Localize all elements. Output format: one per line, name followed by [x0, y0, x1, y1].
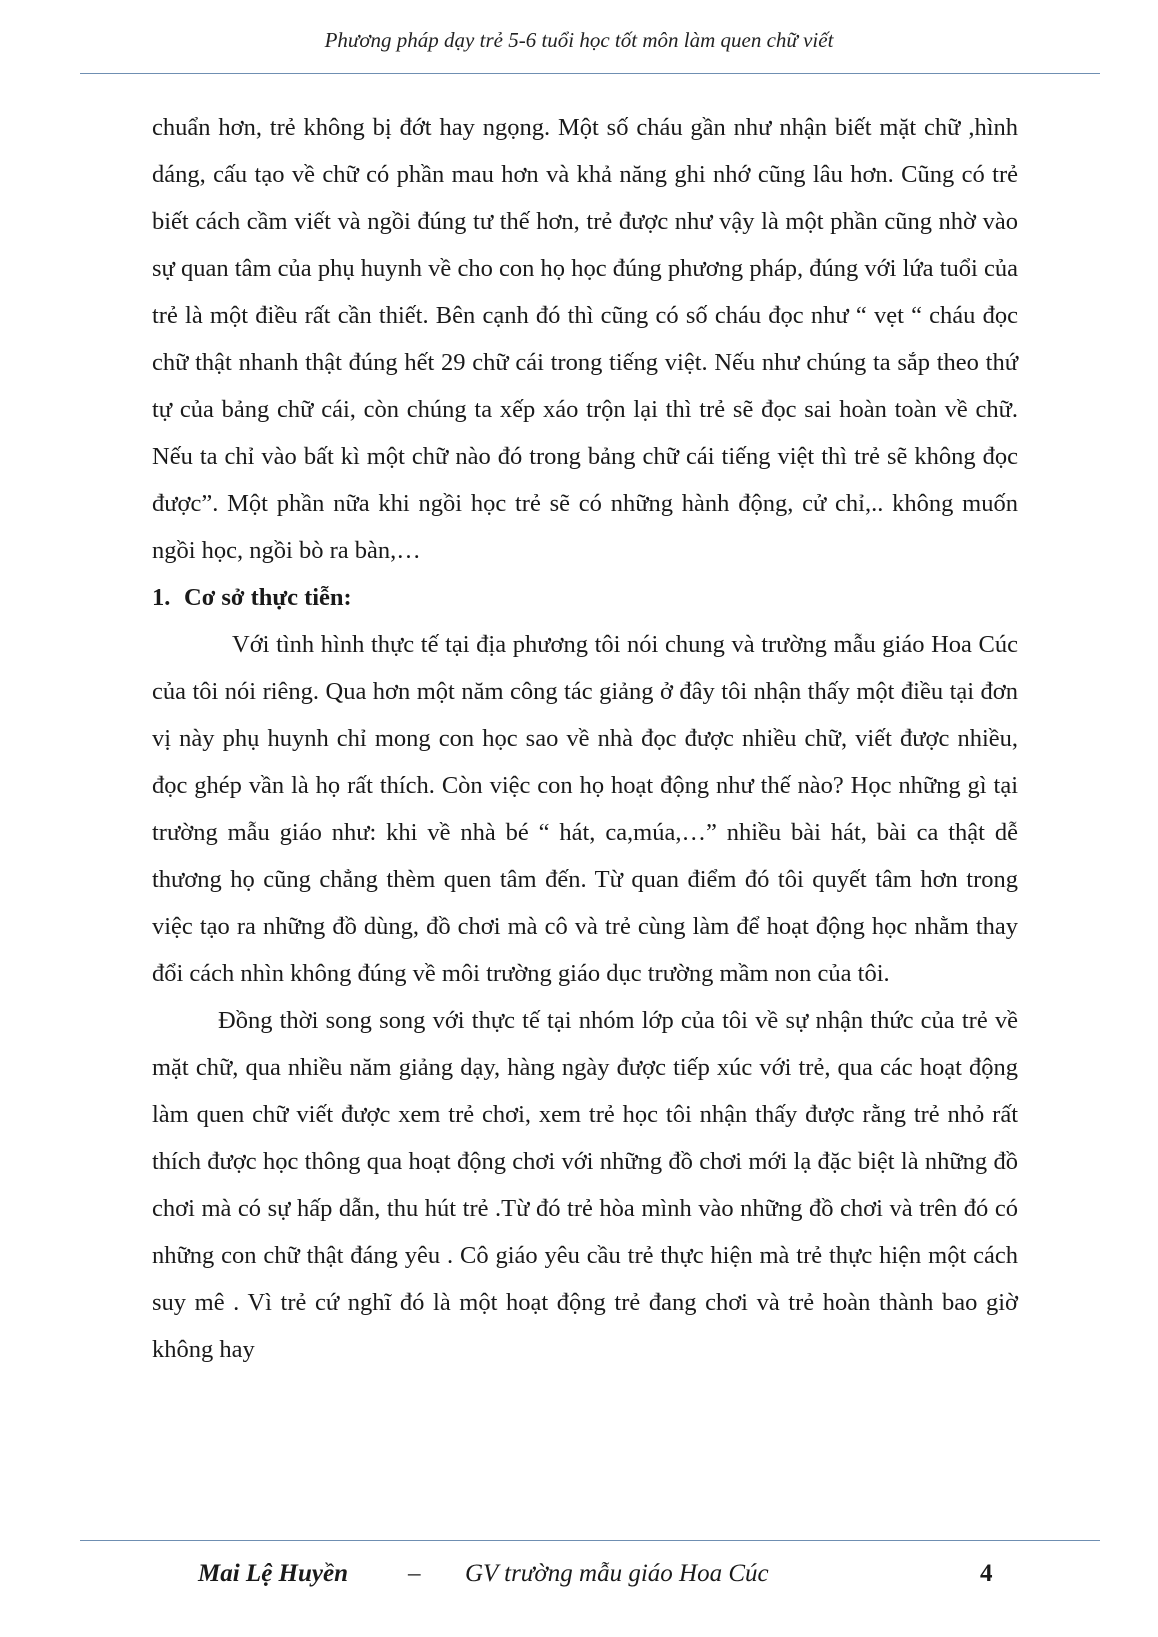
section-heading-text: Cơ sở thực tiễn: [184, 584, 352, 611]
page-footer [0, 1560, 1158, 1600]
paragraph-practical-basis: Với tình hình thực tế tại địa phương tôi nói chung và trường mẫu giáo Hoa Cúc của tôi nói riêng. Qua hơn một năm công tác giảng ở đây tôi nhận thấy một điều tại đơn vị này phụ huynh chỉ mong con học sao về nhà đọc được nhiều chữ, viết được nhiều, đọc ghép vần là họ rất thích. Còn việc con họ hoạt động như thế nào? Học những gì tại trường mẫu giáo như: khi về nhà bé “ hát, ca,múa,…” nhiều bài hát, bài ca thật dễ thương họ cũng chẳng thèm quen tâm đến. Từ quan điểm đó tôi quyết tâm hơn trong việc tạo ra những đồ dùng, đồ chơi mà cô và trẻ cùng làm để hoạt động học nhằm thay đổi cách nhìn không đúng về môi trường giáo dục trường mầm non của tôi. [152, 631, 1018, 987]
footer-divider [80, 1540, 1100, 1541]
page-number: 4 [980, 1560, 993, 1587]
section-heading [152, 574, 1018, 621]
page-header-title: Phương pháp dạy trẻ 5-6 tuổi học tốt môn làm quen chữ viết [324, 28, 834, 52]
document-body [152, 104, 1018, 1373]
paragraph-class-observation: Đồng thời song song với thực tế tại nhóm lớp của tôi về sự nhận thức của trẻ về mặt chữ, qua nhiều năm giảng dạy, hàng ngày được tiếp xúc với trẻ, qua các hoạt động làm quen chữ viết được xem trẻ chơi, xem trẻ học tôi nhận thấy được rằng trẻ nhỏ rất thích được học thông qua hoạt động chơi với những đồ chơi mới lạ đặc biệt là những đồ chơi mà có sự hấp dẫn, thu hút trẻ .Từ đó trẻ hòa mình vào những đồ chơi và trên đó có những con chữ thật đáng yêu . Cô giáo yêu cầu trẻ thực hiện mà trẻ thực hiện một cách suy mê . Vì trẻ cứ nghĩ đó là một hoạt động trẻ đang chơi và trẻ hoàn thành bao giờ không hay [152, 1007, 1018, 1363]
section-heading-number: 1. [152, 584, 171, 611]
footer-separator: – [408, 1560, 421, 1587]
paragraph-continuation: chuẩn hơn, trẻ không bị đớt hay ngọng. Một số cháu gần như nhận biết mặt chữ ,hình dáng, cấu tạo về chữ có phần mau hơn và khả năng ghi nhớ cũng lâu hơn. Cũng có trẻ biết cách cầm viết và ngồi đúng tư thế hơn, trẻ được như vậy là một phần cũng nhờ vào sự quan tâm của phụ huynh về cho con họ học đúng phương pháp, đúng với lứa tuổi của trẻ là một điều rất cần thiết. Bên cạnh đó thì cũng có số cháu đọc như “ vẹt “ cháu đọc chữ thật nhanh thật đúng hết 29 chữ cái trong tiếng việt. Nếu như chúng ta sắp theo thứ tự của bảng chữ cái, còn chúng ta xếp xáo trộn lại thì trẻ sẽ đọc sai hoàn toàn về chữ. Nếu ta chỉ vào bất kì một chữ nào đó trong bảng chữ cái tiếng việt thì trẻ sẽ không đọc được”. Một phần nữa khi ngồi học trẻ sẽ có những hành động, cử chỉ,.. không muốn ngồi học, ngồi bò ra bàn,… [152, 114, 1018, 564]
header-divider [80, 73, 1100, 74]
footer-author: Mai Lệ Huyền [198, 1560, 348, 1587]
footer-school: GV trường mẫu giáo Hoa Cúc [465, 1560, 769, 1587]
